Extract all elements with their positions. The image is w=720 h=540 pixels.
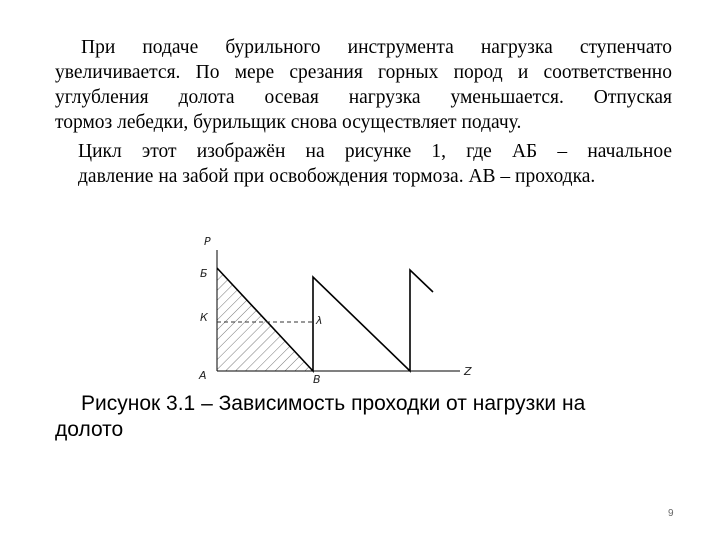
figure-caption (55, 391, 675, 443)
page-number: 9 (668, 508, 674, 519)
p-axis-label: P (204, 235, 211, 248)
paragraph-1-line-1: При подаче бурильного инструмента нагрузка ступенчато (81, 37, 672, 58)
paragraph-1-line-2: увеличивается. По мере срезания горных пород и соответственно (55, 62, 672, 83)
paragraph-2-line-1: Цикл этот изображён на рисунке 1, где АБ – начальное (78, 141, 672, 162)
a-label: А (199, 369, 207, 382)
lambda-label: λ (316, 314, 323, 327)
caption-line-1: Рисунок 3.1 – Зависимость проходки от нагрузки на (81, 392, 586, 415)
v-label: В (313, 373, 321, 386)
z-axis-label: Z (464, 365, 472, 378)
load-cycle-diagram (190, 228, 490, 390)
k-label: К (200, 311, 208, 324)
b-label: Б (200, 267, 208, 280)
paragraph-2 (78, 139, 672, 189)
paragraph-1-line-3: углубления долота осевая нагрузка уменьшается. Отпуская (55, 87, 672, 108)
load-cycle-figure (190, 228, 490, 390)
paragraph-1 (55, 35, 672, 135)
paragraph-2-line-2: давление на забой при освобождения тормоза. АВ – проходка. (78, 166, 596, 187)
caption-line-2: долото (55, 418, 124, 441)
paragraph-1-line-4: тормоз лебедки, бурильщик снова осуществляет подачу. (55, 112, 522, 133)
